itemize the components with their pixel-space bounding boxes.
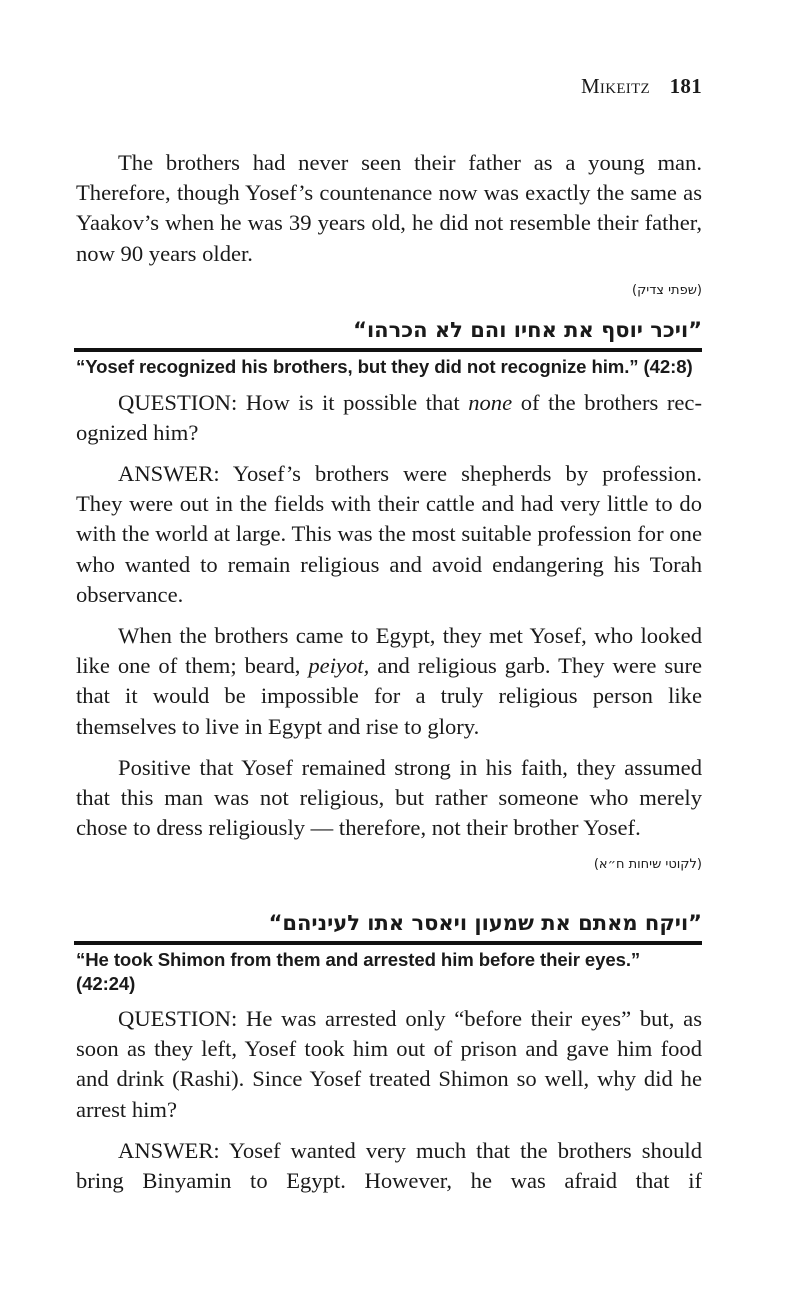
section-2-question	[76, 1004, 702, 1125]
intro-block	[76, 148, 702, 299]
section-1-question	[76, 388, 702, 448]
answer-label: ANSWER:	[118, 460, 220, 486]
section-1-source: (לקוטי שיחות ח״א)	[593, 857, 702, 873]
question-text: How is it possible that	[237, 389, 469, 415]
paragraph-text-end: and religious garb. They were sure that it would be impossible for a truly religious person like themselves to live in Egypt and rise to glory.	[76, 653, 702, 739]
paragraph-text: When the brothers came to Egypt, they met Yosef, who looked like one of them; beard,	[76, 622, 702, 679]
question-text: He was arrested only “before their eyes” but, as soon as they left, Yosef took him out of prison and gave him food and drink (Rashi). Since Yosef treated Shimon so well, why did he arrest him?	[76, 1006, 702, 1122]
section-2-english-heading: “He took Shimon from them and arrested him before their eyes.” (42:24)	[76, 949, 641, 994]
answer-text: Yosef wanted very much that the brothers should bring Binyamin to Egypt. However, he was afraid that if	[76, 1137, 702, 1194]
question-label: QUESTION:	[118, 1006, 238, 1031]
section-2-answer	[76, 1136, 702, 1196]
answer-label: ANSWER:	[118, 1137, 220, 1163]
page-number: 181	[669, 74, 702, 98]
section-1-paragraph-3	[76, 621, 702, 742]
section-1	[76, 317, 702, 873]
question-emphasis: none	[468, 389, 513, 415]
section-2-hebrew-heading: ”ויקח מאתם את שמעון ויאסר אתו לעיניהם“	[268, 911, 702, 935]
chapter-title: Mikeitz	[580, 74, 651, 98]
section-2	[76, 910, 702, 1196]
answer-text: Yosef’s brothers were shepherds by profession. They were out in the fields with their cattle and had very little to do with the world at large. This was the most suitable profession for one who wanted to remain religious and avoid endangering his Torah observance.	[76, 460, 702, 607]
section-1-rule	[74, 348, 702, 352]
paragraph-emphasis: peiyot,	[308, 653, 370, 679]
section-1-hebrew-heading: ”ויכר יוסף את אחיו והם לא הכרהו“	[353, 318, 702, 342]
section-2-rule	[74, 941, 702, 945]
intro-source: (שפתי צדיק)	[631, 282, 702, 298]
section-1-paragraph-4: Positive that Yosef remained strong in his faith, they assumed that this man was not religious, but rather someone who merely chose to dress religiously — therefore, not their brother Yosef.	[76, 754, 702, 841]
question-label: QUESTION:	[118, 389, 238, 415]
running-head	[581, 74, 702, 99]
section-1-answer	[76, 459, 702, 610]
intro-paragraph: The brothers had never seen their father as a young man. Therefore, though Yosef’s countenance now was exactly the same as Yaakov’s when he was 39 years old, he did not resemble their father, now 90 years older.	[76, 150, 702, 266]
question-text-end: of the brothers recognized him?	[76, 389, 702, 445]
section-1-english-heading: “Yosef recognized his brothers, but they did not recognize him.” (42:8)	[76, 356, 693, 377]
